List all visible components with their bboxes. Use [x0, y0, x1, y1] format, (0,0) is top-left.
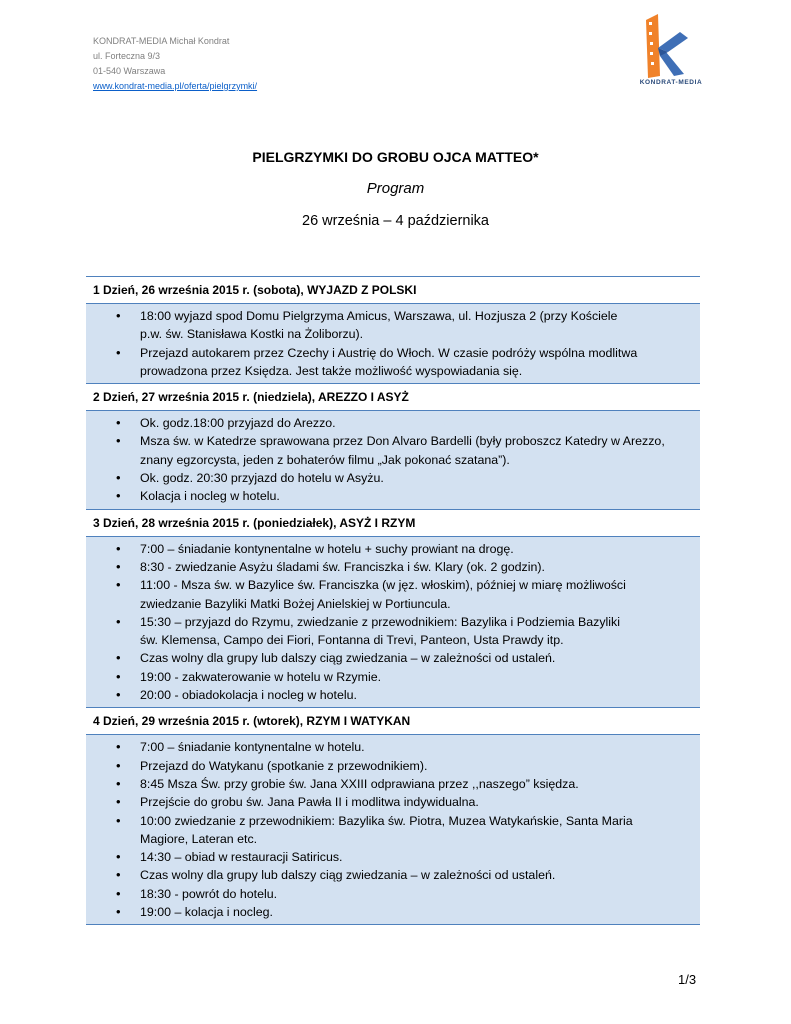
activity-line: • 7:00 – śniadanie kontynentalne w hotelu + suchy prowiant na drogę.	[140, 541, 514, 556]
activity-item	[86, 793, 692, 811]
activity-line: prowadzona przez Księdza. Jest także możliwość wyspowiadania się.	[140, 363, 523, 378]
activity-item	[86, 540, 692, 558]
activity-line: • Ok. godz. 20:30 przyjazd do hotelu w Asyżu.	[140, 471, 384, 486]
day-heading: 2 Dzień, 27 września 2015 r. (niedziela), AREZZO I ASYŻ	[86, 383, 700, 411]
activity-item	[86, 344, 692, 381]
address-line: KONDRAT-MEDIA Michał Kondrat	[93, 36, 230, 46]
logo-text: KONDRAT-MEDIA	[639, 79, 703, 86]
activity-line: zwiedzanie Bazyliki Matki Bożej Anielskiej w Portiuncula.	[140, 596, 451, 611]
activity-line: • Ok. godz.18:00 przyjazd do Arezzo.	[140, 416, 336, 431]
activity-item	[86, 885, 692, 903]
activity-line: • 18:00 wyjazd spod Domu Pielgrzyma Amicus, Warszawa, ul. Hozjusza 2 (przy Kościele	[140, 309, 618, 323]
activity-line: • Kolacja i nocleg w hotelu.	[140, 489, 280, 504]
activity-line: • 15:30 – przyjazd do Rzymu, zwiedzanie z przewodnikiem: Bazylika i Podziemia Bazyliki	[140, 614, 620, 629]
activity-item	[86, 613, 692, 650]
activity-line: • 19:00 - zakwaterowanie w hotelu w Rzymie.	[140, 669, 382, 684]
activity-item	[86, 812, 692, 849]
offer-link[interactable]: www.kondrat-media.pl/oferta/pielgrzymki/	[93, 81, 258, 91]
activity-line: św. Klemensa, Campo dei Fiori, Fontanna di Trevi, Panteon, Usta Prawdy itp.	[140, 633, 564, 648]
activity-line: • Przejazd autokarem przez Czechy i Austrię do Włoch. W czasie podróży wspólna modlitwa	[140, 345, 638, 360]
activity-item	[86, 668, 692, 686]
activity-item	[86, 414, 692, 432]
activity-line: • 8:30 - zwiedzanie Asyżu śladami św. Franciszka i św. Klary (ok. 2 godzin).	[140, 559, 545, 574]
day-heading: 4 Dzień, 29 września 2015 r. (wtorek), RZYM I WATYKAN	[86, 707, 700, 735]
activity-item	[86, 848, 692, 866]
activity-line: • Czas wolny dla grupy lub dalszy ciąg zwiedzania – w zależności od ustaleń.	[140, 868, 556, 883]
activity-line: • 20:00 - obiadokolacja i nocleg w hotelu.	[140, 688, 357, 703]
company-address	[93, 34, 257, 94]
activity-line: p.w. św. Stanisława Kostki na Żoliborzu).	[140, 327, 364, 342]
day-activities	[86, 411, 700, 508]
activity-line: • 11:00 - Msza św. w Bazylice św. Franciszka (w jęz. włoskim), później w miarę możliwości	[140, 578, 626, 593]
activity-item	[86, 686, 692, 704]
day-activities	[86, 537, 700, 708]
activity-line: Magiore, Lateran etc.	[140, 831, 258, 846]
activity-item	[86, 903, 692, 921]
activity-line: • Przejazd do Watykanu (spotkanie z przewodnikiem).	[140, 758, 428, 773]
address-line: 01-540 Warszawa	[93, 66, 166, 76]
activity-item	[86, 757, 692, 775]
activity-line: • Czas wolny dla grupy lub dalszy ciąg zwiedzania – w zależności od ustaleń.	[140, 651, 556, 666]
activity-line: znany egzorcysta, jeden z bohaterów filmu „Jak pokonać szatana”).	[140, 452, 510, 467]
activity-item	[86, 469, 692, 487]
trip-dates: 26 września – 4 października	[302, 213, 489, 229]
activity-line: • 14:30 – obiad w restauracji Satiricus.	[140, 850, 343, 865]
activity-item	[86, 649, 692, 667]
activity-line: • 19:00 – kolacja i nocleg.	[140, 905, 273, 920]
activity-line: • Przejście do grobu św. Jana Pawła II i modlitwa indywidualna.	[140, 795, 479, 810]
activity-item	[86, 432, 692, 469]
document-title: PIELGRZYMKI DO GROBU OJCA MATTEO*	[252, 149, 539, 165]
program-table	[86, 276, 700, 925]
activity-line: • 7:00 – śniadanie kontynentalne w hotelu.	[140, 740, 365, 755]
activity-line: • 10:00 zwiedzanie z przewodnikiem: Bazylika św. Piotra, Muzea Watykańskie, Santa Maria	[140, 813, 633, 828]
activity-line: • Msza św. w Katedrze sprawowana przez Don Alvaro Bardelli (były proboszcz Katedry w Arezzo,	[140, 434, 665, 449]
day-activities	[86, 304, 700, 383]
activity-item	[86, 866, 692, 884]
activity-item	[86, 558, 692, 576]
activity-line: • 18:30 - powrót do hotelu.	[140, 886, 278, 901]
activity-line: • 8:45 Msza Św. przy grobie św. Jana XXIII odprawiana przez ,,naszego” księdza.	[140, 776, 579, 791]
day-activities	[86, 735, 700, 924]
day-heading: 3 Dzień, 28 września 2015 r. (poniedziałek), ASYŻ I RZYM	[86, 509, 700, 537]
activity-item	[86, 576, 692, 613]
activity-item	[86, 487, 692, 505]
activity-item	[86, 738, 692, 756]
page-number: 1/3	[678, 972, 697, 987]
document-subtitle: Program	[366, 180, 425, 197]
address-line: ul. Forteczna 9/3	[93, 51, 161, 61]
activity-item	[86, 775, 692, 793]
activity-item	[86, 307, 692, 344]
day-heading: 1 Dzień, 26 września 2015 r. (sobota), WYJAZD Z POLSKI	[86, 277, 700, 304]
